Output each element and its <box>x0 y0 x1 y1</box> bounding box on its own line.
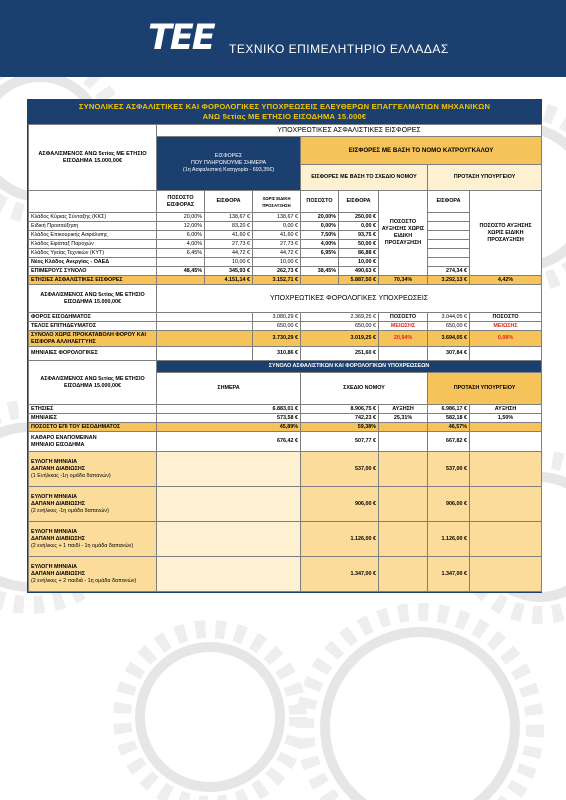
col-contrib-head: ΕΙΣΦΟΡΑ <box>205 191 253 213</box>
summary-pct-row <box>29 423 542 432</box>
cell-draft: 1.126,00 € <box>301 522 379 557</box>
living-label-line-2: ΔΑΠΑΝΗ ΔΙΑΒΙΩΣΗΣ <box>31 465 85 472</box>
cell-ministry: 46,57% <box>428 423 470 432</box>
row-label <box>29 522 157 557</box>
living-label-line-3: (2 ενήλικες + 2 παιδιά - 1η ομάδα δαπανών) <box>31 577 137 584</box>
col-no-discount-head: ΧΩΡΙΣ ΕΙΔΙΚΗ ΠΡΟΣΑΥΞΗΣΗ <box>253 191 301 213</box>
table-row <box>29 213 542 222</box>
cell-nodisc: 41,60 € <box>253 231 301 240</box>
table-row <box>29 322 542 331</box>
cell-ministry: 1.347,00 € <box>428 557 470 592</box>
cell-empty <box>470 487 542 522</box>
row-label: ΠΟΣΟΣΤΟ ΕΠΙ ΤΟΥ ΕΙΣΟΔΗΜΑΤΟΣ <box>29 423 157 432</box>
cell-nodisc: 27,73 € <box>253 240 301 249</box>
col-contrib3-head: ΕΙΣΦΟΡΑ <box>428 191 470 213</box>
cell-empty <box>379 522 428 557</box>
tax-total-row <box>29 331 542 347</box>
cell-contrib3 <box>428 249 470 258</box>
row-label: Νέος Κλάδος Ανεργίας - ΟΑΕΔ <box>29 258 157 267</box>
summary-left-head: ΑΣΦΑΛΙΣΜΕΝΟΣ ΑΝΩ 5ετίας ΜΕ ΕΤΗΣΙΟ ΕΙΣΟΔΗΜΑ 15.000,00€ <box>29 361 157 405</box>
cell-rate2: 6,95% <box>301 249 339 258</box>
cell-empty <box>470 452 542 487</box>
cell-empty <box>157 347 253 361</box>
cell-today: 45,89% <box>157 423 301 432</box>
cell-contrib: 345,93 € <box>205 267 253 276</box>
net-label-line-1: ΚΑΘΑΡΟ ΕΝΑΠΟΜΕΙΝΑΝ <box>31 434 97 441</box>
cell-contrib: 41,60 € <box>205 231 253 240</box>
ministry-proposal-head: ΠΡΟΤΑΣΗ ΥΠΟΥΡΓΕΙΟΥ <box>428 165 542 191</box>
draft-law-head: ΕΙΣΦΟΡΕΣ ΜΕ ΒΑΣΗ ΤΟ ΣΧΕΔΙΟ ΝΟΜΟΥ <box>301 165 428 191</box>
cell-rate <box>157 258 205 267</box>
row-label: ΕΠΙΜΕΡΟΥΣ ΣΥΝΟΛΟ <box>29 267 157 276</box>
row-label: ΕΤΗΣΙΕΣ <box>29 405 157 414</box>
title-line-2: ΑΝΩ 5ετίας ΜΕ ΕΤΗΣΙΟ ΕΙΣΟΔΗΜΑ 15.000€ <box>202 112 367 121</box>
today-head-line-3: (1η Ασφαλιστική Κατηγορία - 693,35€) <box>182 167 275 173</box>
cell-rate2: 7,50% <box>301 231 339 240</box>
cell-contrib: 4.151,14 € <box>205 276 253 285</box>
cell-empty <box>379 347 428 361</box>
cell-empty <box>470 557 542 592</box>
cell-empty <box>157 331 253 347</box>
cell-contrib2: 490,63 € <box>339 267 379 276</box>
cell-contrib3 <box>428 231 470 240</box>
blank-cell <box>29 191 157 213</box>
row-label <box>29 557 157 592</box>
cell-empty <box>379 452 428 487</box>
cell-empty <box>379 557 428 592</box>
organization-name: ΤΕΧΝΙΚΟ ΕΠΙΜΕΛΗΤΗΡΙΟ ΕΛΛΑΔΑΣ <box>229 42 449 56</box>
cell-draft: 251,60 € <box>301 347 379 361</box>
living-cost-row <box>29 487 542 522</box>
draft-increase-note: ΠΟΣΟΣΤΟ ΑΥΞΗΣΗΣ ΧΩΡΙΣ ΕΙΔΙΚΗ ΠΡΟΣΑΥΞΗΣΗ <box>379 191 428 276</box>
net-label-line-2: ΜΗΝΙΑΙΟ ΕΙΣΟΔΗΜΑ <box>31 441 85 448</box>
row-label: ΣΥΝΟΛΟ ΧΩΡΙΣ ΠΡΟΚΑΤΑΒΟΛΗ ΦΟΡΟΥ ΚΑΙ ΕΙΣΦΟΡΑ ΑΛΛΗΛΕΓΓΥΗΣ <box>29 331 157 347</box>
cell-rate2: 38,45% <box>301 267 339 276</box>
cell-nodisc: 138,67 € <box>253 213 301 222</box>
cell-contrib2: 86,88 € <box>339 249 379 258</box>
cell-draft: 59,38% <box>301 423 379 432</box>
cell-contrib2: 0,00 € <box>339 222 379 231</box>
row-label: ΜΗΝΙΑΙΕΣ <box>29 414 157 423</box>
living-cost-row <box>29 557 542 592</box>
today-head-line-2: ΠΟΥ ΠΛΗΡΩΝΟΥΜΕ ΣΗΜΕΡΑ <box>190 160 267 166</box>
cell-contrib: 44,72 € <box>205 249 253 258</box>
tax-left-head: ΑΣΦΑΛΙΣΜΕΝΟΣ ΑΝΩ 5ετίας ΜΕ ΕΤΗΣΙΟ ΕΙΣΟΔΗΜΑ 15.000,00€ <box>29 285 157 313</box>
cell-today: 6.883,01 € <box>157 405 301 414</box>
cell-increase3: 4,42% <box>470 276 542 285</box>
cell-ministry: 3.044,05 € <box>428 313 470 322</box>
cell-ministry-tag: ΑΥΞΗΣΗ <box>470 405 542 414</box>
cell-draft-pct: 25,31% <box>379 414 428 423</box>
cell-nodisc: 0,00 € <box>253 222 301 231</box>
cell-nodisc: 262,73 € <box>253 267 301 276</box>
cell-today <box>157 452 301 487</box>
summary-section-title: ΣΥΝΟΛΟ ΑΣΦΑΛΙΣΤΙΚΩΝ ΚΑΙ ΦΟΡΟΛΟΓΙΚΩΝ ΥΠΟΧΡΕΩΣΕΩΝ <box>157 361 542 373</box>
today-contrib-head <box>157 137 301 191</box>
cell-rate2 <box>301 276 339 285</box>
cell-draft: 742,23 € <box>301 414 379 423</box>
cell-nodisc: 3.152,71 € <box>253 276 301 285</box>
cell-ministry: 650,00 € <box>428 322 470 331</box>
row-label: Κλάδος Εφάπαξ Παροχών <box>29 240 157 249</box>
row-label: Κλάδος Επικουρικής Ασφάλισης <box>29 231 157 240</box>
row-label <box>29 487 157 522</box>
col-rate2-head: ΠΟΣΟΣΤΟ <box>301 191 339 213</box>
cell-ministry: 3.694,05 € <box>428 331 470 347</box>
cell-nodisc: 44,72 € <box>253 249 301 258</box>
living-label-line-2: ΔΑΠΑΝΗ ΔΙΑΒΙΩΣΗΣ <box>31 500 85 507</box>
sheet-title <box>28 100 541 124</box>
cell-increase: 70,34% <box>379 276 428 285</box>
cell-ministry: 906,00 € <box>428 487 470 522</box>
cell-rate2: 0,00% <box>301 222 339 231</box>
cell-contrib: 138,67 € <box>205 213 253 222</box>
title-line-1: ΣΥΝΟΛΙΚΕΣ ΑΣΦΑΛΙΣΤΙΚΕΣ ΚΑΙ ΦΟΡΟΛΟΓΙΚΕΣ ΥΠΟΧΡΕΩΣΕΙΣ ΕΛΕΥΘΕΡΩΝ ΕΠΑΓΓΕΛΜΑΤΙΩΝ ΜΗΧΑΝΙΚΩΝ <box>78 102 491 111</box>
living-label-line-1: ΕΥΛΟΓΗ ΜΗΝΙΑΙΑ <box>31 458 78 465</box>
cell-ministry-pct: 0,98% <box>470 331 542 347</box>
row-label: ΤΕΛΟΣ ΕΠΙΤΗΔΕΥΜΑΤΟΣ <box>29 322 157 331</box>
row-label <box>29 432 157 452</box>
cell-draft-pct: 20,94% <box>379 331 428 347</box>
cell-today: 3.080,29 € <box>253 313 301 322</box>
cell-empty <box>157 322 253 331</box>
col-rate-head: ΠΟΣΟΣΤΟ ΕΙΣΦΟΡΑΣ <box>157 191 205 213</box>
cell-contrib3 <box>428 213 470 222</box>
cell-ministry: 537,00 € <box>428 452 470 487</box>
cell-empty <box>379 432 428 452</box>
cell-ministry-tag: ΜΕΙΩΣΗΣ <box>470 322 542 331</box>
summary-col-today: ΣΗΜΕΡΑ <box>157 373 301 405</box>
cell-contrib: 83,20 € <box>205 222 253 231</box>
cell-today: 310,86 € <box>253 347 301 361</box>
row-label: Κλάδος Υγείας Τεχνικών (ΚΥΤ) <box>29 249 157 258</box>
cell-contrib2: 50,00 € <box>339 240 379 249</box>
living-label-line-3: (1 Ενήλικας -1η ομάδα δαπανών) <box>31 472 111 479</box>
cell-draft: 1.347,00 € <box>301 557 379 592</box>
cell-ministry: 6.986,17 € <box>428 405 470 414</box>
cell-rate <box>157 276 205 285</box>
cell-empty <box>379 487 428 522</box>
header-banner <box>0 0 566 77</box>
row-label <box>29 452 157 487</box>
row-label: ΜΗΝΙΑΙΕΣ ΦΟΡΟΛΟΓΙΚΕΣ <box>29 347 157 361</box>
cell-draft: 650,00 € <box>301 322 379 331</box>
cell-today <box>157 557 301 592</box>
annual-contrib-row <box>29 276 542 285</box>
cell-rate: 6,45% <box>157 249 205 258</box>
cell-rate: 48,45% <box>157 267 205 276</box>
main-table <box>28 124 542 592</box>
cell-ministry: 1.126,00 € <box>428 522 470 557</box>
cell-today: 573,58 € <box>157 414 301 423</box>
cell-contrib3: 3.292,13 € <box>428 276 470 285</box>
living-cost-row <box>29 522 542 557</box>
cell-rate: 6,00% <box>157 231 205 240</box>
cell-contrib2: 5.887,50 € <box>339 276 379 285</box>
cell-contrib3 <box>428 222 470 231</box>
contributions-sheet <box>27 99 542 593</box>
cell-draft: 507,77 € <box>301 432 379 452</box>
cell-rate: 12,00% <box>157 222 205 231</box>
cell-rate: 20,00% <box>157 213 205 222</box>
cell-draft-tag: ΠΟΣΟΣΤΟ <box>379 313 428 322</box>
summary-col-draft: ΣΧΕΔΙΟ ΝΟΜΟΥ <box>301 373 428 405</box>
cell-rate2: 4,00% <box>301 240 339 249</box>
cell-today: 3.730,29 € <box>253 331 301 347</box>
cell-empty <box>470 423 542 432</box>
living-label-line-2: ΔΑΠΑΝΗ ΔΙΑΒΙΩΣΗΣ <box>31 570 85 577</box>
living-label-line-2: ΔΑΠΑΝΗ ΔΙΑΒΙΩΣΗΣ <box>31 535 85 542</box>
cell-ministry-tag: ΠΟΣΟΣΤΟ <box>470 313 542 322</box>
cell-today <box>157 522 301 557</box>
insurance-section-title: ΥΠΟΧΡΕΩΤΙΚΕΣ ΑΣΦΑΛΙΣΤΙΚΕΣ ΕΙΣΦΟΡΕΣ <box>157 125 542 137</box>
row-label: ΦΟΡΟΣ ΕΙΣΟΔΗΜΑΤΟΣ <box>29 313 157 322</box>
cell-draft: 3.019,25 € <box>301 331 379 347</box>
table-row <box>29 231 542 240</box>
living-label-line-3: (2 ενήλικες + 1 παιδί - 1η ομάδα δαπανών) <box>31 542 134 549</box>
cell-empty <box>379 423 428 432</box>
living-label-line-1: ΕΥΛΟΓΗ ΜΗΝΙΑΙΑ <box>31 528 78 535</box>
living-label-line-3: (2 ενήλικες -1η ομάδα δαπανών) <box>31 507 109 514</box>
cell-contrib3 <box>428 240 470 249</box>
today-head-line-1: ΕΙΣΦΟΡΕΣ <box>214 153 243 159</box>
cell-contrib2: 250,00 € <box>339 213 379 222</box>
tax-section-title: ΥΠΟΧΡΕΩΤΙΚΕΣ ΦΟΡΟΛΟΓΙΚΕΣ ΥΠΟΧΡΕΩΣΕΙΣ <box>157 285 542 313</box>
table-row <box>29 240 542 249</box>
cell-ministry: 582,18 € <box>428 414 470 423</box>
cell-rate: 4,00% <box>157 240 205 249</box>
cell-contrib: 27,73 € <box>205 240 253 249</box>
table-row <box>29 222 542 231</box>
summary-monthly-row <box>29 414 542 423</box>
cell-contrib3 <box>428 258 470 267</box>
cell-empty <box>470 522 542 557</box>
partial-total-row <box>29 267 542 276</box>
summary-annual-row <box>29 405 542 414</box>
cell-today <box>157 487 301 522</box>
row-label: Ειδική Προσαύξηση <box>29 222 157 231</box>
ministry-increase-note: ΠΟΣΟΣΤΟ ΑΥΞΗΣΗΣ ΧΩΡΙΣ ΕΙΔΙΚΗ ΠΡΟΣΑΥΞΗΣΗ <box>470 191 542 276</box>
table-row <box>29 258 542 267</box>
cell-draft-tag: ΜΕΙΩΣΗΣ <box>379 322 428 331</box>
table-row <box>29 249 542 258</box>
cell-draft: 906,00 € <box>301 487 379 522</box>
insurance-left-head: ΑΣΦΑΛΙΣΜΕΝΟΣ ΑΝΩ 5ετίας ΜΕ ΕΤΗΣΙΟ ΕΙΣΟΔΗΜΑ 15.000,00€ <box>29 125 157 191</box>
summary-col-ministry: ΠΡΟΤΑΣΗ ΥΠΟΥΡΓΕΙΟΥ <box>428 373 542 405</box>
cell-ministry-pct: 1,50% <box>470 414 542 423</box>
cell-ministry: 667,82 € <box>428 432 470 452</box>
row-label: Κλάδος Κύριας Σύνταξης (ΚΚΣ) <box>29 213 157 222</box>
col-contrib2-head: ΕΙΣΦΟΡΑ <box>339 191 379 213</box>
cell-contrib2: 93,75 € <box>339 231 379 240</box>
cell-today: 676,42 € <box>157 432 301 452</box>
table-row <box>29 313 542 322</box>
row-label: ΕΤΗΣΙΕΣ ΑΣΦΑΛΙΣΤΙΚΕΣ ΕΙΣΦΟΡΕΣ <box>29 276 157 285</box>
cell-draft: 537,00 € <box>301 452 379 487</box>
cell-contrib2: 10,00 € <box>339 258 379 267</box>
living-label-line-1: ΕΥΛΟΓΗ ΜΗΝΙΑΙΑ <box>31 563 78 570</box>
cell-ministry: 307,84 € <box>428 347 470 361</box>
cell-nodisc: 10,00 € <box>253 258 301 267</box>
cell-draft-tag: ΑΥΞΗΣΗ <box>379 405 428 414</box>
cell-empty <box>157 313 253 322</box>
cell-today: 650,00 € <box>253 322 301 331</box>
cell-empty <box>470 347 542 361</box>
cell-draft: 2.369,25 € <box>301 313 379 322</box>
cell-rate2: 20,00% <box>301 213 339 222</box>
tee-logo: ΤΕΕ <box>148 18 214 58</box>
cell-draft: 8.906,75 € <box>301 405 379 414</box>
law-contrib-head: ΕΙΣΦΟΡΕΣ ΜΕ ΒΑΣΗ ΤΟ ΝΟΜΟ ΚΑΤΡΟΥΓΚΑΛΟΥ <box>301 137 542 165</box>
cell-contrib: 10,00 € <box>205 258 253 267</box>
living-cost-row <box>29 452 542 487</box>
cell-empty <box>470 432 542 452</box>
cell-contrib3: 274,34 € <box>428 267 470 276</box>
cell-rate2 <box>301 258 339 267</box>
tax-monthly-row <box>29 347 542 361</box>
summary-net-row <box>29 432 542 452</box>
living-label-line-1: ΕΥΛΟΓΗ ΜΗΝΙΑΙΑ <box>31 493 78 500</box>
